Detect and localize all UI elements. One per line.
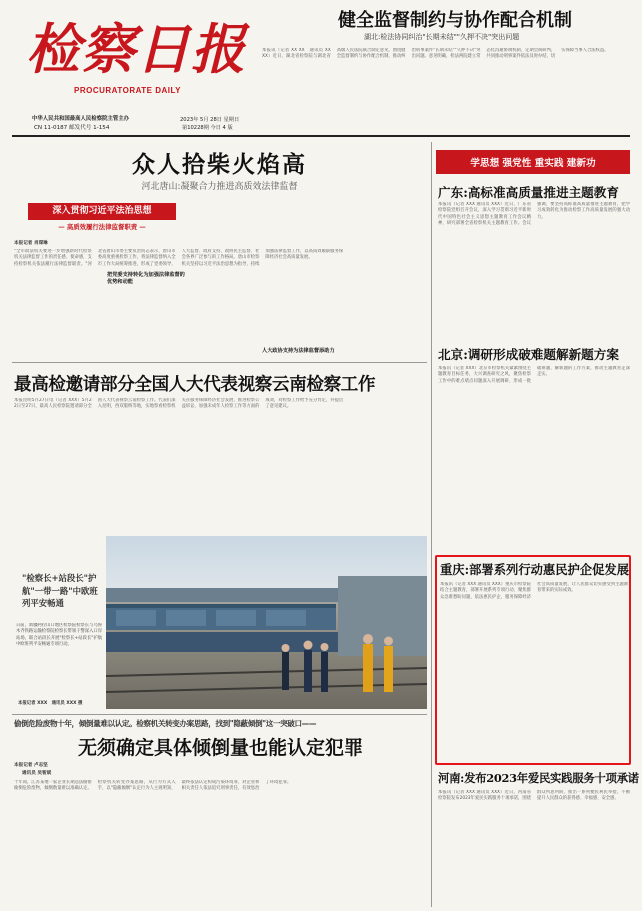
theme-banner-text: 学思想 强党性 重实践 建新功 — [470, 158, 596, 169]
chongqing-headline: 重庆:部署系列行动惠民护企促发展 — [440, 562, 629, 577]
bottom-headline: 无须确定具体倾倒量也能认定犯罪 — [77, 737, 363, 759]
section-banner-title: 深入贯彻习近平法治思想 — [52, 206, 152, 216]
bottom-author-2: 通讯员 吴智斌 — [22, 771, 52, 776]
top-story-headline: 健全监督制约与协作配合机制 — [338, 10, 572, 31]
masthead-divider — [12, 135, 630, 137]
henan-text: 本报讯（记者 XXX 通讯员 XXX）近日，河南省检察院发布2023年爱民实践服务十项承诺，围绕群众所思所盼，推出一系列便民利民举措，不断提升人民群众的获得感、幸福感、安全感。 — [438, 790, 630, 802]
feature-subtitle-1: 把党委支持转化为加强法律监督的优势和动能 — [107, 271, 189, 287]
cn-number: CN 11-0187 邮发代号 1-154 — [34, 125, 110, 131]
guangdong-headline: 广东:高标准高质量推进主题教育 — [438, 185, 619, 200]
issue-date: 2023年 5月 28日 星期日 — [180, 117, 240, 123]
bottom-lead: 偷倒危险废物十年，倾倒量难以认定。检察机关转变办案思路，找到"隐蔽倾倒"这一突破口—— — [14, 719, 317, 728]
top-story-text: 本报讯（记者 XX XX 通讯员 XX XX）近日，湖北省检察院与湖北省高级人民法院联合制定意见，围绕健全监督制约与协作配合机制，推动纠治刑事案件"长期未结""久押不决"突出问题。意见明确，检法两院建立常态化沟通协调机制，定期会商研判，共同推动刑事案件依法及时办结，切实保障当事人合法权益。 — [262, 48, 609, 60]
beijing-text: 本报讯（记者 XXX）北京市检察机关紧紧围绕主题教育目标任务，大兴调查研究之风，聚焦检察工作中的难点堵点问题深入开展调研，形成一批破难题、解新题的工作方案，推动主题教育走深走实。 — [438, 366, 630, 384]
photo-caption-title: "检察长+站段长"护航"一带一路"中欧班列平安畅通 — [22, 573, 98, 608]
feature-author: 本报记者 肖琛琳 — [14, 241, 48, 246]
henan-headline: 河南:发布2023年爱民实践服务十项承诺 — [438, 771, 639, 785]
train-scene-illustration — [106, 536, 427, 709]
bottom-text: 十年间，江苏某地一家企业长期违法偷排偷倒危险废物，倾倒数量难以准确认定。检察机关转变办案思路，从行为方式入手，以"隐蔽倾倒"认定行为人主观明知，最终依法认定构成污染环境罪，对企业和相关责任人依法追究刑事责任，有效惩治了环境犯罪。 — [14, 780, 292, 792]
beijing-headline: 北京:调研形成破难题解新题方案 — [438, 347, 619, 362]
guangdong-text: 本报讯（记者 XXX 通讯员 XXX）近日，广东省检察院党组召开会议，深入学习贯彻习近平新时代中国特色社会主义思想主题教育工作会议精神，研究部署全省检察机关主题教育工作。会议强调，要坚持高标准高质量推进主题教育，把学习成效转化为推动检察工作高质量发展的强大动力。 — [438, 202, 630, 226]
feature-text: "全市政法机关要进一步增强新时代检察机关法律监督工作的责任感、使命感，支持检察机关依法履行法律监督职责。"河北省唐山市委主要负责同志表示，唐山市委高度重视检察工作，将法律监督纳入全市工作大局统筹推进，形成了党委领导、人大监督、政府支持、政协民主监督、社会各界广泛参与的工作格局。唐山市检察机关坚持以习近平法治思想为指导，持续加强法律监督工作，以高质效履职服务保障经济社会高质量发展。 — [14, 249, 344, 267]
issue-number: 第10228期 今日 4 版 — [182, 125, 233, 131]
feature-divider — [12, 362, 427, 363]
photo-divider — [12, 714, 427, 715]
section-banner — [28, 203, 176, 220]
masthead — [12, 8, 257, 136]
chongqing-text: 本报讯（记者 XXX 通讯员 XXX）重庆市检察院结合主题教育，部署开展系列专项行动，聚焦群众急难愁盼问题，依法惠民护企，服务保障经济社会高质量发展，让人民群众切实感受到主题教育带来的实际成效。 — [440, 582, 628, 600]
newspaper-logo: 检察日报 — [26, 17, 246, 81]
news-photo — [106, 536, 427, 709]
feature-subhead: 河北唐山:凝聚合力推进高质效法律监督 — [141, 182, 298, 192]
feature-subtitle-2: 人大政协支持为法律监督添助力 — [262, 346, 346, 355]
congress-text: 本报昆明5月27日电（记者 XXX）5月22日至27日，最高人民检察院邀请部分全国人大代表视察云南检察工作。代表们深入昆明、西双版纳等地，实地察看检察机关在服务保障经济社会发展、推进检察公益诉讼、加强未成年人检察工作等方面的成效，对检察工作给予充分肯定，并提出了意见建议。 — [14, 398, 344, 410]
column-divider — [431, 142, 432, 907]
congress-headline: 最高检邀请部分全国人大代表视察云南检察工作 — [14, 375, 376, 395]
photo-caption-text: 日前，新疆阿拉山口地区检察院检察长与乌鲁木齐铁路运输检察院检察长带领干警深入口岸站场，联合站段长开展"检察长+站段长"护航中欧班列平安畅通专项行动。 — [16, 623, 102, 647]
sponsor-line: 中华人民共和国最高人民检察院主管主办 — [32, 116, 130, 122]
top-story-subhead: 湖北:检法协同纠治"长期未结""久押不决"突出问题 — [364, 33, 520, 41]
section-banner-sub: — 高质效履行法律监督职责 — — [58, 223, 146, 231]
logo-subtitle: PROCURATORATE DAILY — [74, 86, 181, 95]
bottom-author-1: 本报记者 卢志坚 — [14, 763, 48, 768]
photo-credit: 本报记者 XXX 通讯员 XXX 摄 — [18, 701, 83, 706]
feature-headline: 众人拾柴火焰高 — [132, 151, 307, 178]
